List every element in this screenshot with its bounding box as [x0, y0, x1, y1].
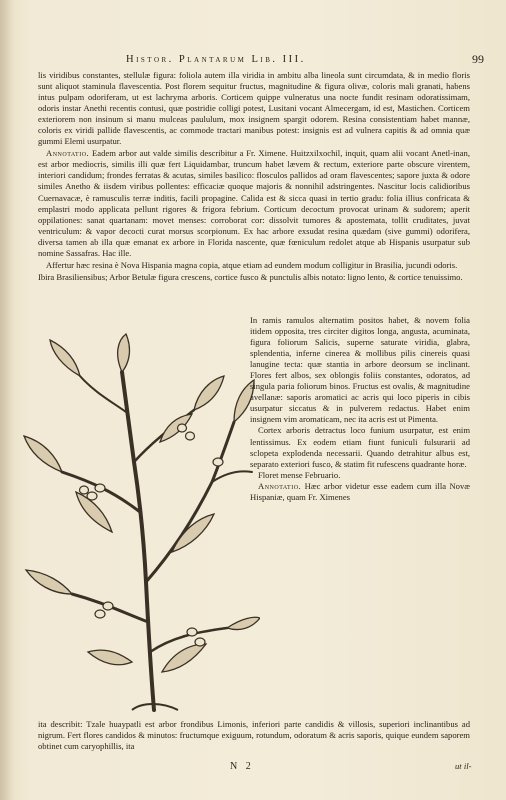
- paragraph-annotation: Annotatio. Eadem arbor aut valde similis describitur a Fr. Ximene. Huitzxilxochil, inquit, quam alii vocant Anetl-inan, est arbor mediocris, similis illi quæ fert Liquidambar, truncum habet lævem & rectum, exteriore parte obscure virentem, interiori candidum; frondes ferratas & acutas, similes basilico: flosculos pallidos ad oram flavescentes; sapore juxta & odore similes Anetho & iisdem viribus pollentes: efficaciæ quoque majoris & nonnihil adstringentes. Nascitur locis calidioribus Cuernavacæ, è ramusculis terræ inditis, facili propagine. Calida est & sicca quasi in tertio gradu: folia illius confricata & emplastri modo applicata pellunt rigores & frigora febrium. Corticum decoctum provocat urinam & sudorem; aperit oppilationes: sanat quartanam: movet menses: corroborat cor: dissolvit tumores & apostemata, tollit cruditates, juvat ventriculum: & vapor decocti curat morsus scorpionum. Ex hac arbore exsudat resina quædam (sive gummi) odorifera, diversa tamen ab illa quæ emanat ex arbore in Florida nascente, quæ fœniculum redolet atque ab Hispanis usurpatur sub nomine Sassafras. Hac ille.: [38, 148, 470, 258]
- paragraph-description: In ramis ramulos alternatim positos habet, & novem folia itidem opposita, tres circiter digitos longa, angusta, acuminata, figura foliorum Salicis, superne saturate viridia, glabra, splendentia, inferne cinerea & mollibus pilis cinereis quasi lanugine tecta: quæ stantia in arbore deorsum se inclinant. Flores fert albos, sex oblongis foliis constantes, odoratos, ad singula paria foliorum binos. Fructus est ovalis, & magnitudine avellanæ: saporis aromatici ac acris qui loco piperis in cibis usurpatur siccatus & in pulverem redactus. Habet enim insignem vim aromaticam, nec ita acris est ut Pimenta.: [250, 315, 470, 425]
- signature-mark: N 2: [230, 761, 254, 772]
- running-title: Histor. Plantarum Lib. III.: [126, 54, 306, 65]
- bottom-text-block: [38, 719, 470, 752]
- paragraph-annotation-2: Annotatio. Hæc arbor videtur esse eadem cum illa Novæ Hispaniæ, quam Fr. Ximenes: [250, 480, 471, 502]
- annotation-label: Annotatio.: [46, 148, 90, 159]
- paragraph-cortex: Cortex arboris detractus loco funium usurpatur, est enim lentissimus. Ex eodem etiam fiunt funiculi fulsurarii ad sclopeta explodenda necessarii. Quando detrahitur albus est, separato exteriori fusco, & statim fit rufescens quadrante horæ.: [250, 425, 470, 469]
- right-column-text: [250, 315, 470, 503]
- paragraph-resina: Affertur hæc resina è Nova Hispania magna copia, atque etiam ad eundem modum colligitur in Brasilia, jucundi odoris.: [46, 259, 458, 270]
- page-number: 99: [472, 52, 484, 66]
- plant-woodcut-icon: [22, 332, 260, 714]
- annotation-label-2: Annotatio.: [258, 480, 302, 491]
- paragraph-floret: Floret mense Februario.: [258, 469, 341, 480]
- paragraph-continuation: lis viridibus constantes, stellulæ figura: foliola autem illa viridia in ambitu alba lineola sunt circumdata, & in medio floris sunt aliquot staminula flavescentia. Post florem sequitur fructus, magnitudine & figura olivæ, coloris mali granati, habens intus pulpam odoriferam, ut est lachryma arboris. Corticem quippe vulneratus una nocte fundit resinam odoratissimam, odoris instar Anethi recentis contusi, quæ postridie colligi potest, Lusitani vocant Almecergam, id est, Mastichen. Corticem exteriorem non insinum si manu mulceas paululum, mox insignem spargit odorem. Resina consistentiam habet mannæ, coloris ex viridi pallide flavescentis, ac commode tractari manibus potest: insignis est ad vulnera capitis & ad omnia quæ gummi Elemi usurpatur.: [38, 70, 470, 147]
- paragraph-bottom: ita describit: Tzale huaypatli est arbor frondibus Limonis, inferiori parte candidis & villosis, superiori inclinantibus ad nigrum. Fert flores candidos & minutos: fructumque exiguum, rotundum, odoratum & acris saporis, quique eundem saporem obtinet cum caryophillis, ita: [38, 719, 470, 752]
- paragraph-ibira: Ibira Brasiliensibus; Arbor Betulæ figura crescens, cortice fusco & punctulis albis notato: ligno lento, & cortice tenuissimo.: [38, 271, 463, 282]
- main-text-block: [38, 70, 470, 284]
- spine-shadow: [0, 0, 14, 800]
- catchword: ut il-: [455, 761, 472, 771]
